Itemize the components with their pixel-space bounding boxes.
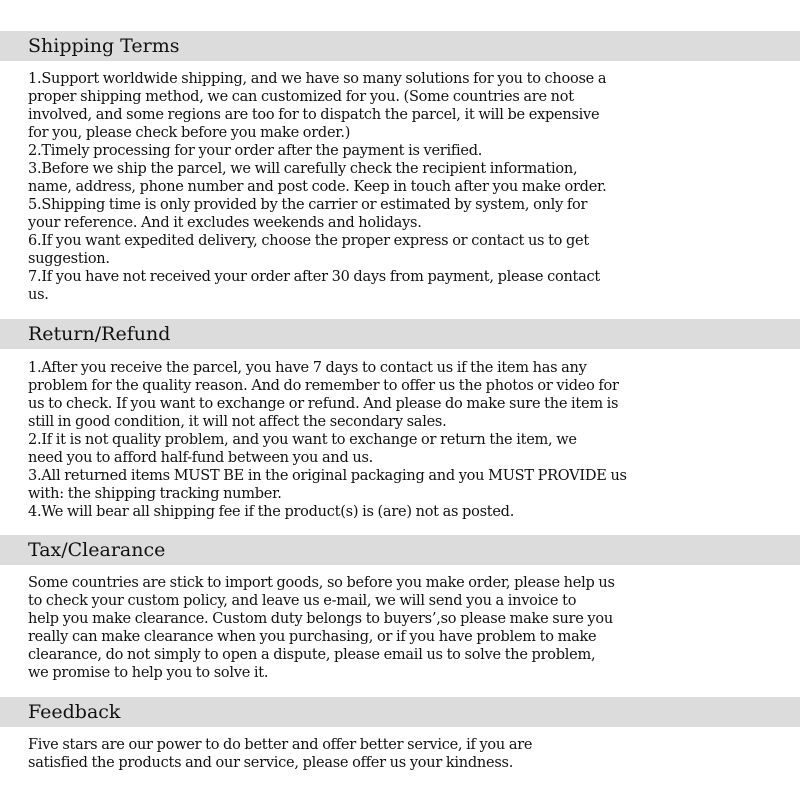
return-refund-line: us to check. If you want to exchange or refund. And please do make sure the item is — [28, 396, 619, 412]
return-refund-line: need you to afford half-fund between you and us. — [28, 450, 374, 466]
feedback-body — [28, 736, 788, 772]
tax-clearance-body — [28, 574, 788, 682]
tax-clearance-heading: Tax/Clearance — [0, 535, 800, 565]
return-refund-line: with: the shipping tracking number. — [28, 486, 282, 502]
tax-clearance-line: to check your custom policy, and leave us e-mail, we will send you a invoice to — [28, 593, 577, 609]
feedback-heading: Feedback — [0, 697, 800, 727]
return-refund-line: 4.We will bear all shipping fee if the product(s) is (are) not as posted. — [28, 504, 515, 520]
tax-clearance-line: really can make clearance when you purchasing, or if you have problem to make — [28, 629, 597, 645]
shipping-terms-line: 6.If you want expedited delivery, choose the proper express or contact us to get — [28, 233, 589, 249]
feedback-line: satisfied the products and our service, please offer us your kindness. — [28, 755, 514, 771]
return-refund-line: 2.If it is not quality problem, and you want to exchange or return the item, we — [28, 432, 577, 448]
shipping-terms-line: us. — [28, 287, 49, 303]
return-refund-line: 3.All returned items MUST BE in the original packaging and you MUST PROVIDE us — [28, 468, 627, 484]
shipping-terms-body — [28, 70, 788, 304]
return-refund-line: still in good condition, it will not affect the secondary sales. — [28, 414, 447, 430]
tax-clearance-line: Some countries are stick to import goods, so before you make order, please help us — [28, 575, 615, 591]
shipping-terms-line: suggestion. — [28, 251, 110, 267]
shipping-terms-line: 1.Support worldwide shipping, and we have so many solutions for you to choose a — [28, 71, 607, 87]
tax-clearance-line: help you make clearance. Custom duty belongs to buyers’,so please make sure you — [28, 611, 613, 627]
shipping-terms-line: 5.Shipping time is only provided by the carrier or estimated by system, only for — [28, 197, 588, 213]
shipping-terms-heading: Shipping Terms — [0, 31, 800, 61]
shipping-terms-line: proper shipping method, we can customized for you. (Some countries are not — [28, 89, 574, 105]
return-refund-heading: Return/Refund — [0, 319, 800, 349]
shipping-terms-line: 7.If you have not received your order after 30 days from payment, please contact — [28, 269, 600, 285]
return-refund-line: 1.After you receive the parcel, you have 7 days to contact us if the item has any — [28, 360, 587, 376]
return-refund-line: problem for the quality reason. And do remember to offer us the photos or video for — [28, 378, 619, 394]
feedback-line: Five stars are our power to do better and offer better service, if you are — [28, 737, 533, 753]
shipping-terms-line: name, address, phone number and post code. Keep in touch after you make order. — [28, 179, 607, 195]
shipping-terms-line: 2.Timely processing for your order after the payment is verified. — [28, 143, 483, 159]
shipping-terms-line: 3.Before we ship the parcel, we will carefully check the recipient information, — [28, 161, 578, 177]
shipping-terms-line: for you, please check before you make order.) — [28, 125, 351, 141]
shipping-terms-line: involved, and some regions are too for to dispatch the parcel, it will be expensive — [28, 107, 600, 123]
tax-clearance-line: clearance, do not simply to open a dispute, please email us to solve the problem, — [28, 647, 596, 663]
shipping-terms-line: your reference. And it excludes weekends and holidays. — [28, 215, 422, 231]
return-refund-body — [28, 359, 788, 521]
tax-clearance-line: we promise to help you to solve it. — [28, 665, 269, 681]
